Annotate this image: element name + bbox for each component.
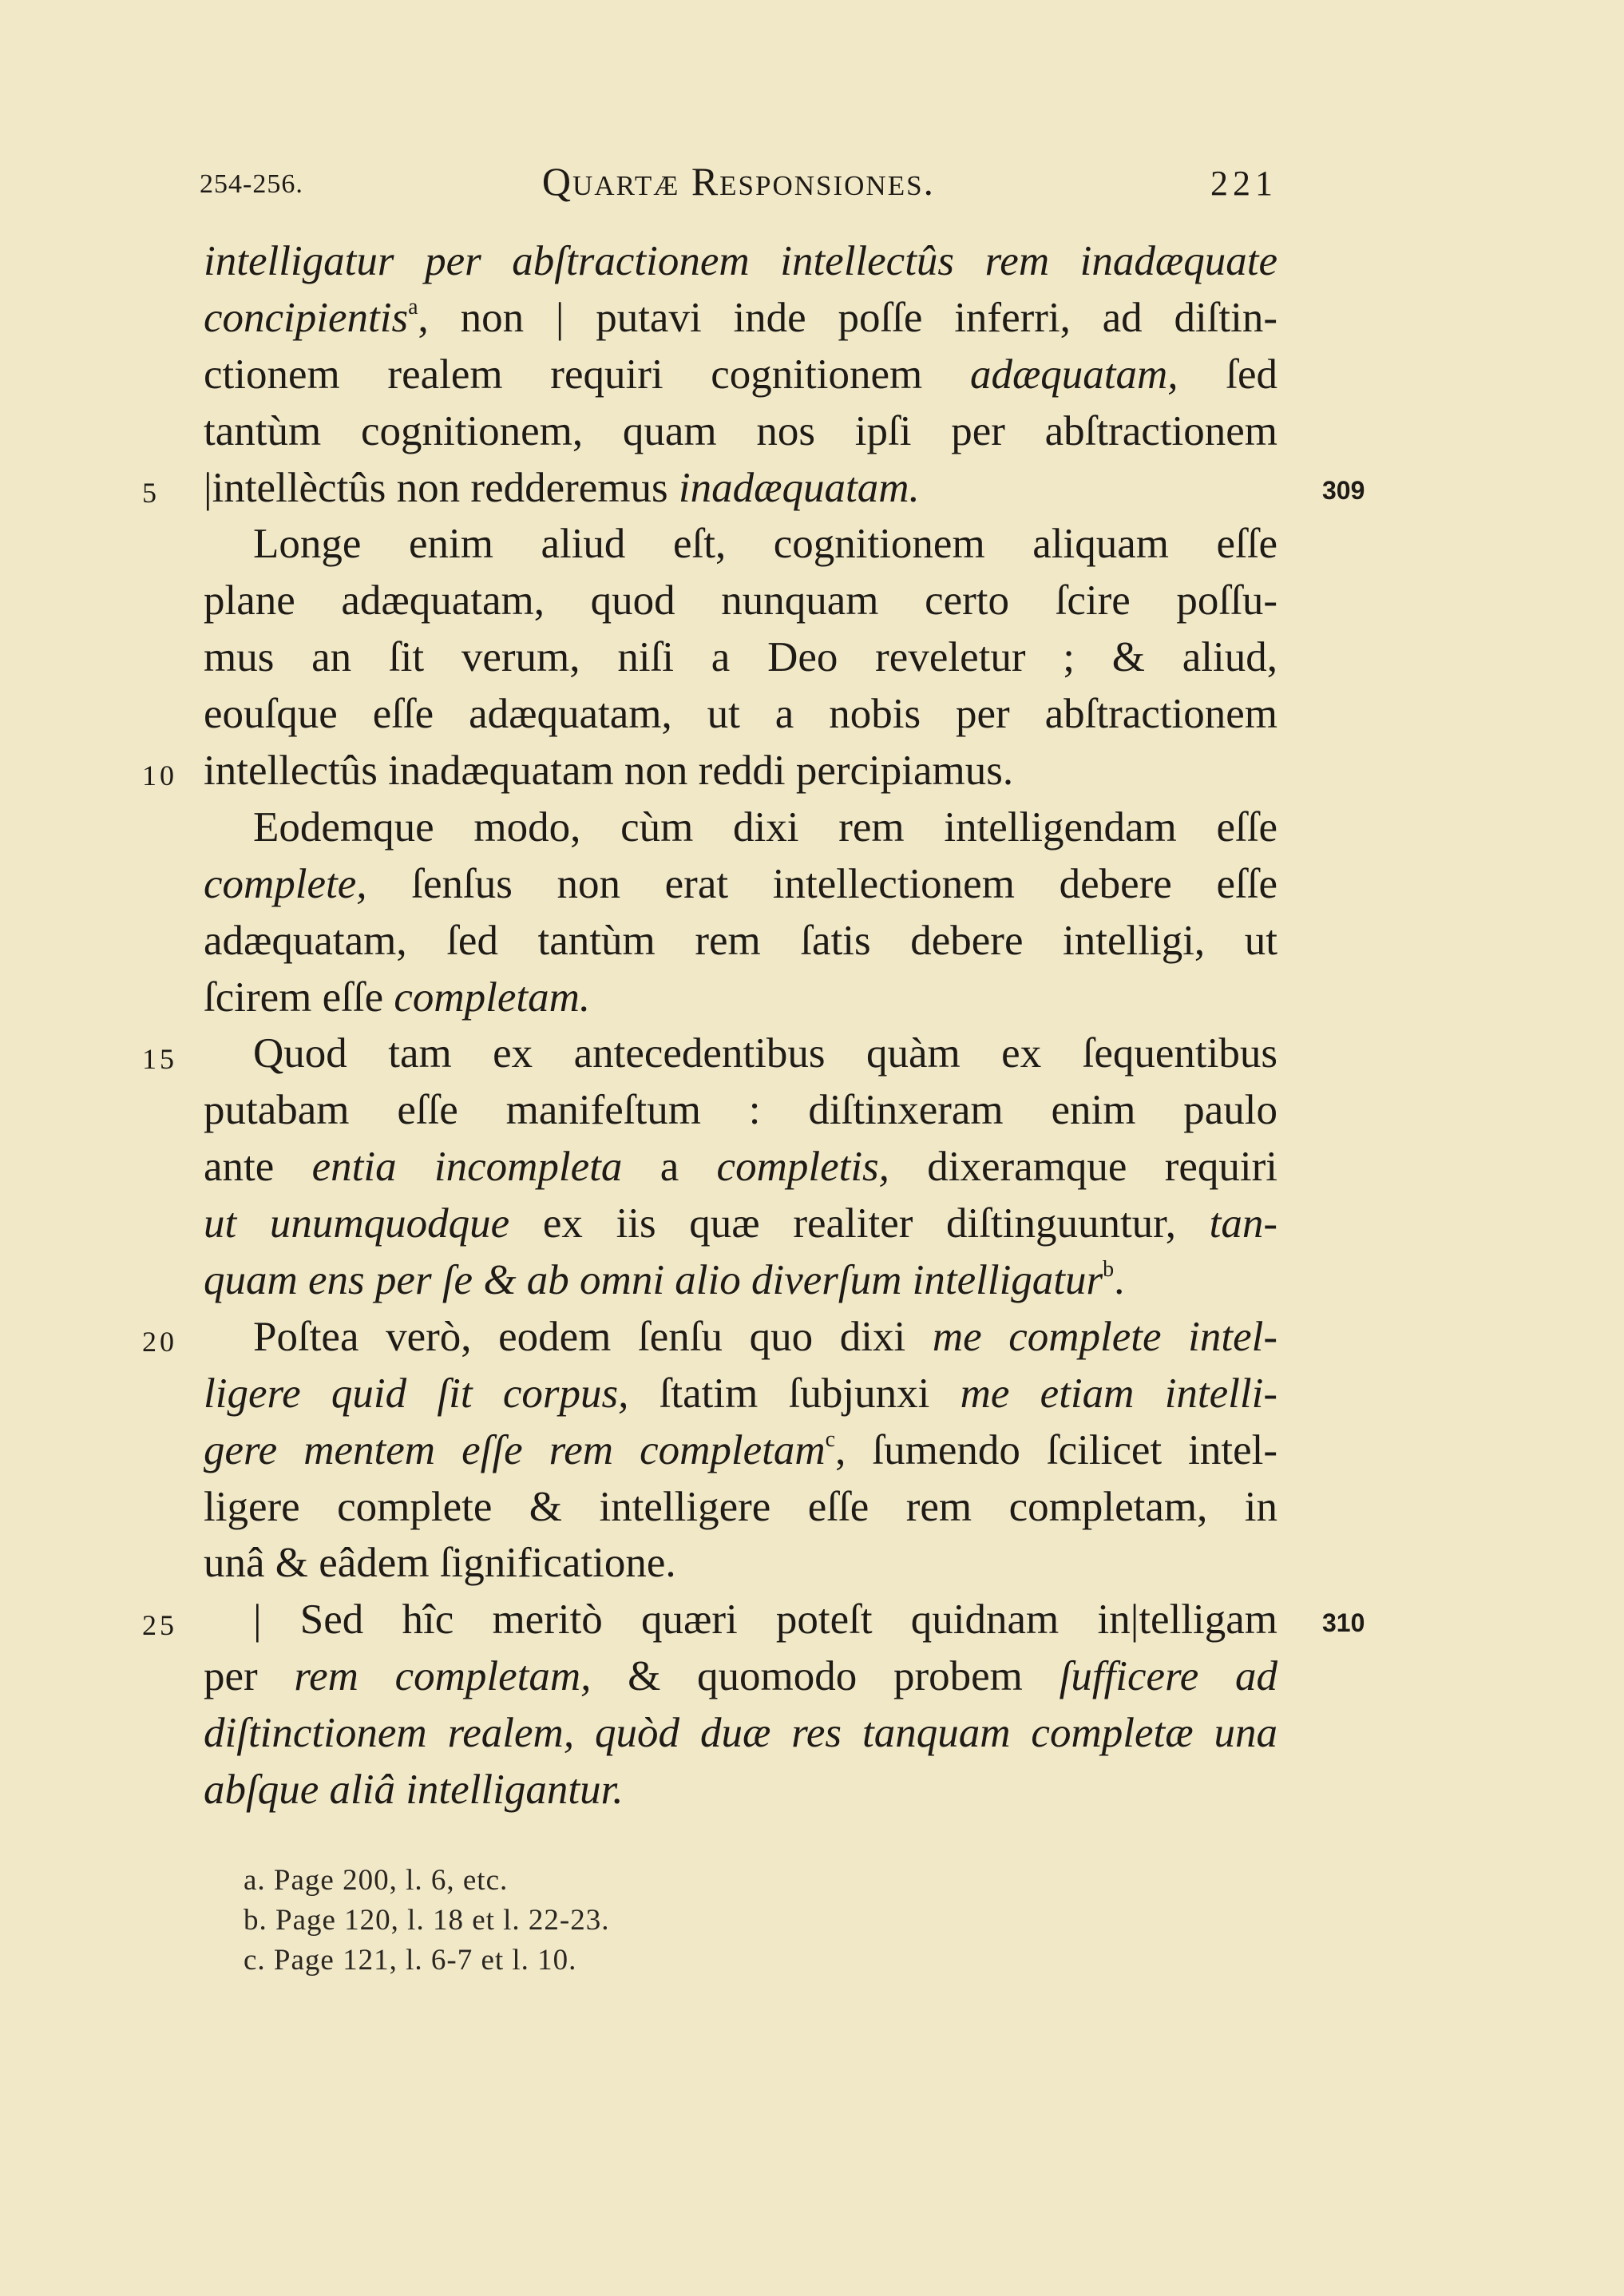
footnotes bbox=[244, 1861, 610, 1981]
footnote-b: b. Page 120, l. 18 et l. 22-23. bbox=[244, 1904, 610, 1937]
text-line bbox=[204, 1139, 1277, 1196]
text-segment: tan- bbox=[1209, 1200, 1277, 1247]
line-number: 25 bbox=[142, 1608, 177, 1641]
text-line bbox=[204, 799, 1277, 856]
text-line bbox=[204, 233, 1277, 290]
text-segment: mus an ſit verum, niſi a Deo reveletur ; & aliud, bbox=[204, 634, 1277, 681]
text-segment: ut unumquodque bbox=[204, 1200, 510, 1247]
text-segment: ſufficere ad bbox=[1059, 1653, 1277, 1700]
text-segment: Eodemque modo, cùm dixi rem intelligendam eſſe bbox=[253, 803, 1277, 851]
text-segment: ſenſus non erat intellectionem debere eſſe bbox=[366, 860, 1277, 907]
margin-page-number: 310 bbox=[1322, 1608, 1365, 1637]
text-line bbox=[204, 1309, 1277, 1366]
text-segment: intelligatur per abſtractionem intellectûs rem inadæquate bbox=[204, 238, 1277, 284]
text-segment: plane adæquatam, quod nunquam certo ſcire poſſu- bbox=[204, 577, 1277, 625]
text-segment: diſtinctionem realem, quòd duæ res tanquam completæ una bbox=[204, 1710, 1277, 1757]
footnote-marker: b bbox=[1103, 1257, 1115, 1283]
text-segment: ligere complete & intelligere eſſe rem completam, in bbox=[204, 1483, 1277, 1530]
text-line bbox=[204, 460, 1277, 517]
text-segment: adæquatam, ſed tantùm rem ſatis debere intelligi, ut bbox=[204, 917, 1277, 964]
text-segment: concipientis bbox=[204, 294, 409, 341]
text-segment: me etiam intelli- bbox=[960, 1370, 1277, 1417]
footnote-a: a. Page 200, l. 6, etc. bbox=[244, 1864, 509, 1897]
text-line bbox=[204, 856, 1277, 913]
text-segment: ſcirem eſſe bbox=[204, 974, 394, 1021]
text-line bbox=[204, 1535, 1277, 1592]
text-line bbox=[204, 743, 1277, 799]
text-segment: . bbox=[1114, 1257, 1125, 1304]
text-segment: , non | putavi inde poſſe inferri, ad diſtin- bbox=[418, 294, 1277, 341]
text-line bbox=[204, 573, 1277, 629]
margin-page-number: 309 bbox=[1322, 475, 1365, 505]
text-segment: adæquatam, bbox=[969, 351, 1178, 398]
line-number: 15 bbox=[142, 1042, 177, 1075]
text-line bbox=[204, 1648, 1277, 1705]
text-segment: ligere quid ſit corpus, bbox=[204, 1370, 629, 1417]
text-segment: Poſtea verò, eodem ſenſu quo dixi bbox=[253, 1313, 933, 1360]
text-line bbox=[204, 1479, 1277, 1536]
text-line bbox=[204, 1366, 1277, 1422]
text-line bbox=[204, 913, 1277, 970]
running-title: Quartæ Responsiones. bbox=[541, 159, 936, 204]
footnote-marker: a bbox=[408, 294, 418, 319]
text-line bbox=[204, 1705, 1277, 1762]
page-header bbox=[200, 158, 1277, 214]
text-segment: ſed bbox=[1178, 351, 1277, 398]
text-line bbox=[204, 1252, 1277, 1309]
text-segment: |intellèctûs non redderemus bbox=[204, 464, 679, 511]
line-number: 5 bbox=[142, 476, 160, 509]
text-line bbox=[204, 1025, 1277, 1082]
text-segment: tantùm cognitionem, quam nos ipſi per abſtractionem bbox=[204, 407, 1277, 454]
text-segment: Quod tam ex antecedentibus quàm ex ſequentibus bbox=[253, 1030, 1277, 1077]
text-line bbox=[204, 347, 1277, 403]
text-segment: , ſumendo ſcilicet intel- bbox=[835, 1426, 1277, 1473]
text-line bbox=[204, 1082, 1277, 1139]
text-segment: rem completam, bbox=[294, 1653, 592, 1700]
text-segment: unâ & eâdem ſignificatione. bbox=[204, 1540, 676, 1587]
text-segment: completam. bbox=[394, 974, 591, 1021]
text-segment: Longe enim aliud eſt, cognitionem aliquam eſſe bbox=[253, 521, 1277, 568]
text-segment: dixeramque requiri bbox=[889, 1144, 1277, 1191]
footnote-marker: c bbox=[825, 1426, 836, 1452]
text-segment: ctionem realem requiri cognitionem bbox=[204, 351, 970, 398]
text-line bbox=[204, 970, 1277, 1026]
body-text bbox=[204, 233, 1277, 1818]
text-segment: intellectûs inadæquatam non reddi percipiamus. bbox=[204, 747, 1014, 795]
text-segment: ante bbox=[204, 1144, 312, 1191]
text-line bbox=[204, 403, 1277, 460]
page-range: 254-256. bbox=[200, 169, 303, 199]
page-number: 221 bbox=[1210, 164, 1277, 203]
text-segment: | Sed hîc meritò quæri poteſt quidnam in|telligam bbox=[253, 1596, 1277, 1644]
text-line bbox=[204, 516, 1277, 573]
text-segment: eouſque eſſe adæquatam, ut a nobis per abſtractionem bbox=[204, 691, 1277, 738]
text-segment: putabam eſſe manifeſtum : diſtinxeram enim paulo bbox=[204, 1087, 1277, 1134]
footnote-c: c. Page 121, l. 6-7 et l. 10. bbox=[244, 1944, 577, 1977]
text-line bbox=[204, 290, 1277, 347]
text-segment: ſtatim ſubjunxi bbox=[628, 1370, 961, 1417]
line-number: 10 bbox=[142, 759, 177, 792]
text-line bbox=[204, 1762, 1277, 1818]
text-segment: a bbox=[622, 1144, 717, 1191]
text-segment: gere mentem eſſe rem completam bbox=[204, 1426, 826, 1473]
text-segment: quam ens per ſe & ab omni alio diverſum intelligatur bbox=[204, 1257, 1103, 1304]
text-line bbox=[204, 1422, 1277, 1479]
text-line bbox=[204, 629, 1277, 686]
text-segment: me complete intel- bbox=[932, 1313, 1277, 1360]
text-segment: per bbox=[204, 1653, 295, 1700]
text-segment: inadæquatam. bbox=[678, 464, 920, 511]
text-segment: & quomodo probem bbox=[591, 1653, 1060, 1700]
text-line bbox=[204, 686, 1277, 743]
text-segment: complete, bbox=[204, 860, 367, 907]
line-number: 20 bbox=[142, 1326, 177, 1358]
text-segment: ex iis quæ realiter diſtinguuntur, bbox=[509, 1200, 1210, 1247]
text-line bbox=[204, 1592, 1277, 1648]
text-segment: abſque aliâ intelligantur. bbox=[204, 1767, 624, 1814]
text-segment: entia incompleta bbox=[311, 1144, 623, 1191]
text-segment: completis, bbox=[716, 1144, 889, 1191]
text-line bbox=[204, 1196, 1277, 1252]
